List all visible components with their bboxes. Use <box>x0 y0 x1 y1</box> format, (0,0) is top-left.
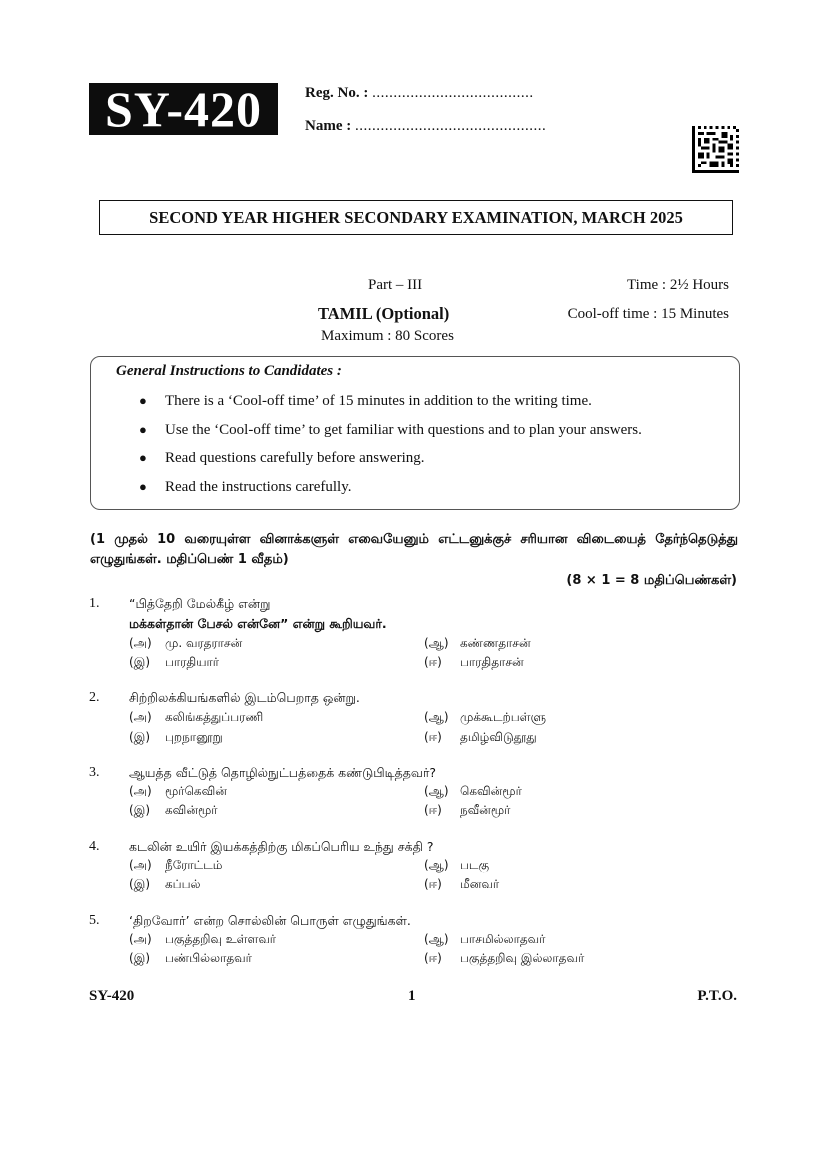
instruction-item <box>139 479 351 496</box>
option-c: (இ) கவின்மூர் <box>129 803 218 817</box>
name-line <box>305 118 546 135</box>
option-b: (ஆ) பாசமில்லாதவர் <box>424 932 546 946</box>
reg-number-label: Reg. No. : <box>305 85 369 101</box>
cooloff-time-label: Cool-off time : 15 Minutes <box>567 306 729 322</box>
option-d: (ஈ) மீனவர் <box>424 877 500 891</box>
instruction-text: Read questions carefully before answering. <box>165 450 425 466</box>
option-c: (இ) கப்பல் <box>129 877 201 891</box>
name-blank: ............................................. <box>354 118 547 134</box>
name-label: Name : <box>305 118 352 134</box>
time-label: Time : 2½ Hours <box>627 277 729 293</box>
question-number: 3. <box>89 765 100 780</box>
bullet-icon: ● <box>139 422 147 437</box>
question-number: 5. <box>89 913 100 928</box>
paper-code-badge: SY-420 <box>89 83 278 135</box>
option-b: (ஆ) முக்கூடற்பள்ளு <box>424 710 546 724</box>
option-a: (அ) பகுத்தறிவு உள்ளவர் <box>129 932 277 946</box>
option-d: (ஈ) பாரதிதாசன் <box>424 655 524 669</box>
option-d: (ஈ) தமிழ்விடுதூது <box>424 730 537 744</box>
option-a: (அ) மூர்கெவின் <box>129 784 227 798</box>
instruction-text: There is a ‘Cool-off time’ of 15 minutes in addition to the writing time. <box>165 393 592 409</box>
question-text: ‘திறவோர்’ என்ற சொல்லின் பொருள் எழுதுங்கள். <box>129 913 411 928</box>
instruction-item <box>139 422 642 439</box>
instruction-text: Read the instructions carefully. <box>165 479 352 495</box>
option-d: (ஈ) நவீன்மூர் <box>424 803 511 817</box>
instruction-item <box>139 450 425 467</box>
option-b: (ஆ) கண்ணதாசன் <box>424 636 531 650</box>
bullet-icon: ● <box>139 450 147 465</box>
option-a: (அ) நீரோட்டம் <box>129 858 223 872</box>
subject-title: TAMIL (Optional) <box>318 304 450 323</box>
question-number: 1. <box>89 596 100 611</box>
option-d: (ஈ) பகுத்தறிவு இல்லாதவர் <box>424 951 585 965</box>
instructions-title: General Instructions to Candidates : <box>116 363 342 379</box>
question-number: 2. <box>89 690 100 705</box>
question-text: சிற்றிலக்கியங்களில் இடம்பெறாத ஒன்று. <box>129 690 360 705</box>
question-text: கடலின் உயிர் இயக்கத்திற்கு மிகப்பெரிய உந்து சக்தி ? <box>129 839 434 854</box>
part-label: Part – III <box>368 277 423 293</box>
question-number: 4. <box>89 839 100 854</box>
section-instruction: (1 முதல் 10 வரையுள்ள வினாக்களுள் எவையேனும் எட்டனுக்குச் சரியான விடையைத் தேர்ந்தெடுத்து எழுதுங்கள். மதிப்பெண் 1 வீதம்) <box>90 532 738 567</box>
option-b: (ஆ) படகு <box>424 858 490 872</box>
section-marks: (8 × 1 = 8 மதிப்பெண்கள்) <box>566 573 737 588</box>
bullet-icon: ● <box>139 479 147 494</box>
option-a: (அ) கலிங்கத்துப்பரணி <box>129 710 264 724</box>
datamatrix-code-icon <box>692 126 739 173</box>
instruction-item <box>139 393 592 410</box>
footer-paper-code: SY-420 <box>89 988 135 1004</box>
exam-title: SECOND YEAR HIGHER SECONDARY EXAMINATION, MARCH 2025 <box>99 200 733 235</box>
option-c: (இ) பண்பில்லாதவர் <box>129 951 252 965</box>
question-text: “பித்தேறி மேல்கீழ் என்று <box>129 596 271 611</box>
please-turn-over: P.T.O. <box>697 988 737 1004</box>
reg-number-blank: ...................................... <box>372 85 534 101</box>
max-score-label: Maximum : 80 Scores <box>321 328 454 344</box>
option-a: (அ) மு. வரதராசன் <box>129 636 243 650</box>
bullet-icon: ● <box>139 393 147 408</box>
option-c: (இ) புறநானூறு <box>129 730 223 744</box>
option-b: (ஆ) கெவின்மூர் <box>424 784 522 798</box>
instructions-box <box>90 356 740 510</box>
instruction-text: Use the ‘Cool-off time’ to get familiar with questions and to plan your answers. <box>165 422 642 438</box>
question-text-line2: மக்கள்தான் பேசல் என்னே” என்று கூறியவர். <box>129 616 387 631</box>
option-c: (இ) பாரதியார் <box>129 655 220 669</box>
reg-number-line <box>305 85 534 102</box>
page-number: 1 <box>408 988 416 1004</box>
question-text: ஆயத்த வீட்டுத் தொழில்நுட்பத்தைக் கண்டுபிடித்தவர்? <box>129 765 437 780</box>
